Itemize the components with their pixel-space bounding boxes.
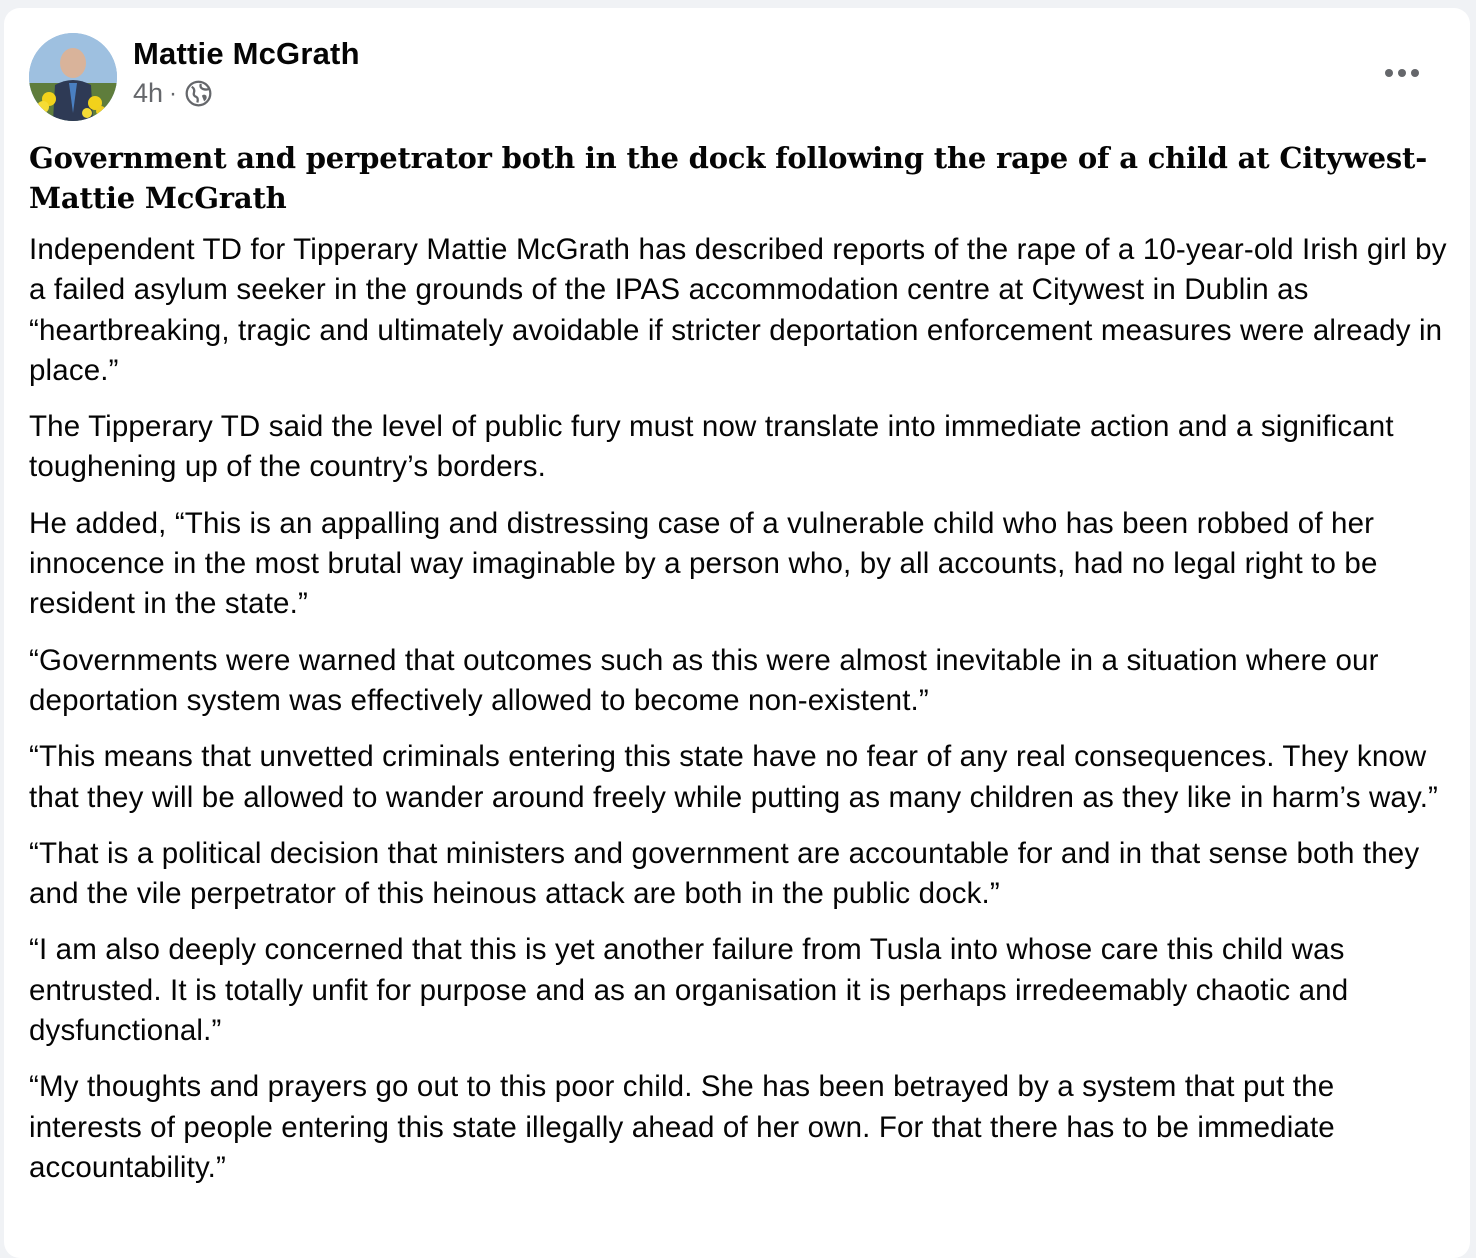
meta-separator: · xyxy=(169,79,178,107)
more-options-icon[interactable] xyxy=(1378,58,1426,88)
post-paragraph: Independent TD for Tipperary Mattie McGrath has described reports of the rape of a 10-year-old Irish girl by a failed asylum seeker in the grounds of the IPAS accommodation centre at Citywest in Dublin as “heartbreaking, tragic and ultimately avoidable if stricter deportation enforcement measures were already in place.” xyxy=(29,233,1447,387)
post-card xyxy=(4,8,1470,1258)
post-paragraph: “I am also deeply concerned that this is yet another failure from Tusla into whose care this child was entrusted. It is totally unfit for purpose and as an organisation it is perhaps irredeemably chaotic and dysfunctional.” xyxy=(29,933,1349,1048)
post-header xyxy=(4,8,1470,128)
post-paragraph: He added, “This is an appalling and distressing case of a vulnerable child who has been robbed of her innocence in the most brutal way imaginable by a person who, by all accounts, had no legal right to be resident in the state.” xyxy=(29,506,1378,621)
post-paragraph: The Tipperary TD said the level of public fury must now translate into immediate action and a significant toughening up of the country’s borders. xyxy=(29,410,1394,484)
post-paragraph: “That is a political decision that ministers and government are accountable for and in that sense both they and the vile perpetrator of this heinous attack are both in the public dock.” xyxy=(29,836,1420,911)
post-body xyxy=(29,138,1454,1204)
avatar[interactable] xyxy=(29,33,117,121)
globe-icon[interactable] xyxy=(185,80,212,107)
post-meta xyxy=(133,78,212,109)
post-paragraph: “This means that unvetted criminals entering this state have no fear of any real consequences. They know that they will be allowed to wander around freely while putting as many children as they like in harm’s way.” xyxy=(29,740,1439,814)
post-headline: Government and perpetrator both in the dock following the rape of a child at Citywest- Mattie McGrath xyxy=(29,141,1428,215)
author-name[interactable]: Mattie McGrath xyxy=(133,36,360,71)
post-time[interactable]: 4h xyxy=(133,78,164,108)
post-paragraph: “Governments were warned that outcomes such as this were almost inevitable in a situation where our deportation system was effectively allowed to become non-existent.” xyxy=(29,643,1379,717)
post-paragraph: “My thoughts and prayers go out to this poor child. She has been betrayed by a system that put the interests of people entering this state illegally ahead of her own. For that there has to be immediate accountability.” xyxy=(29,1070,1335,1184)
